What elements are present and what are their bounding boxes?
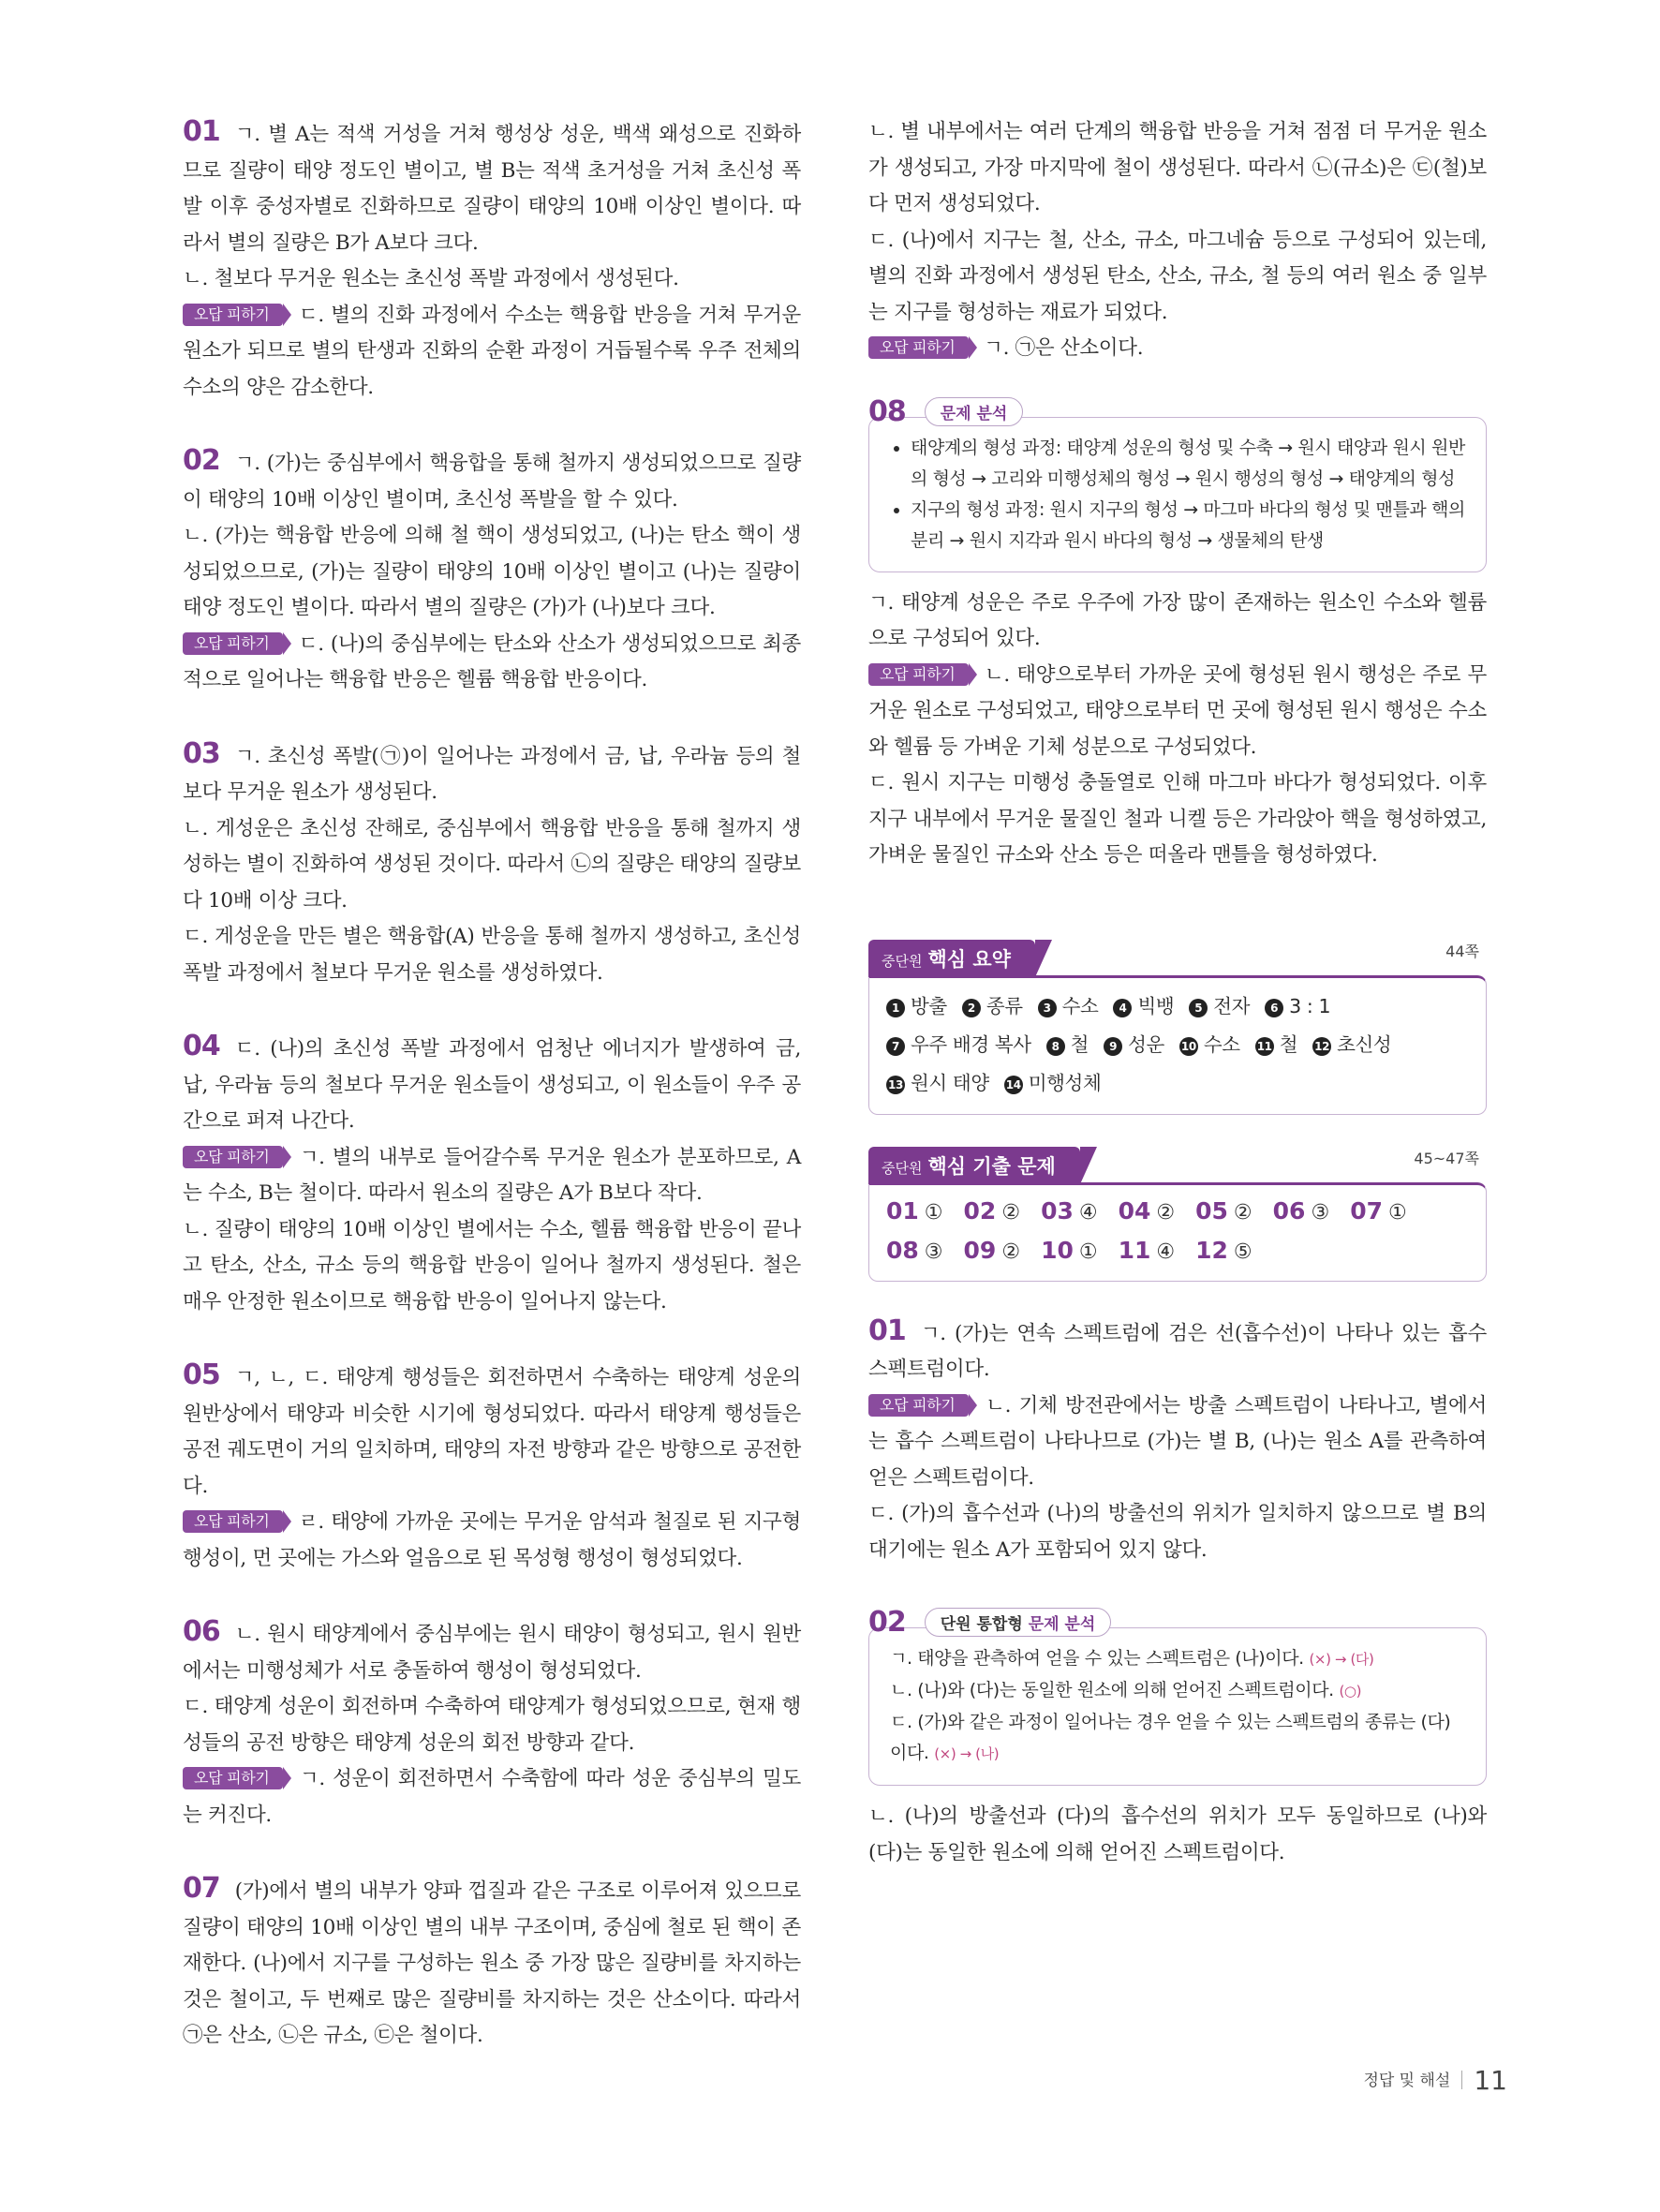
answer-key-item bbox=[886, 1193, 943, 1232]
answer-key-choice: ⑤ bbox=[1233, 1240, 1252, 1264]
answer-key-question: 10 bbox=[1041, 1236, 1074, 1264]
wrong-answer-badge: 오답 피하기 bbox=[868, 1394, 969, 1417]
summary-item-number: 13 bbox=[886, 1076, 905, 1094]
question-number: 01 bbox=[868, 1314, 906, 1347]
answer-02-p3: 오답 피하기 ㄷ. (나)의 중심부에는 탄소와 산소가 생성되었으므로 최종적으로 일어나는 핵융합 반응은 헬륨 핵융합 반응이다. bbox=[183, 631, 801, 691]
answer-key-item bbox=[1041, 1193, 1098, 1232]
wrong-answer-badge: 오답 피하기 bbox=[183, 1767, 283, 1789]
answer-01-p3: 오답 피하기 ㄷ. 별의 진화 과정에서 수소는 핵융합 반응을 거쳐 무거운 원소가 되므로 별의 탄생과 진화의 순환 과정이 거듭될수록 우주 전체의 수소의 양은 감소한다. bbox=[183, 303, 801, 399]
core-past-exam-tab: 중단원 핵심 기출 문제 bbox=[868, 1147, 1080, 1184]
answer-07-p3: ㄷ. (나)에서 지구는 철, 산소, 규소, 마그네슘 등으로 구성되어 있는데, 별의 진화 과정에서 생성된 탄소, 산소, 규소, 철 등의 여러 원소 중 일부는 지구를 형성하는 재료가 되었다. bbox=[868, 228, 1487, 324]
question-number: 01 bbox=[183, 115, 220, 148]
wrong-answer-badge: 오답 피하기 bbox=[183, 1146, 283, 1168]
answer-01-p2: ㄴ. 철보다 무거운 원소는 초신성 폭발 과정에서 생성된다. bbox=[183, 267, 679, 290]
answer-05-p1: 05 ㄱ, ㄴ, ㄷ. 태양계 행성들은 회전하면서 수축하는 태양계 성운의 원반상에서 태양과 비슷한 시기에 형성되었다. 따라서 태양계 행성들은 공전 궤도면이 거의 일치하며, 태양의 자전 방향과 같은 방향으로 공전한다. bbox=[183, 1358, 801, 1498]
summary-item-number: 1 bbox=[886, 999, 905, 1017]
answer-01 bbox=[183, 114, 801, 406]
question-number: 06 bbox=[183, 1615, 220, 1648]
summary-item-text: 종류 bbox=[986, 994, 1023, 1017]
correction-mark: (×) → (나) bbox=[934, 1745, 1000, 1762]
question-number: 08 bbox=[868, 394, 906, 428]
answer-key-choice: ② bbox=[1001, 1200, 1021, 1225]
answer-06-p3: 오답 피하기 ㄱ. 성운이 회전하면서 수축함에 따라 성운 중심부의 밀도는 커진다. bbox=[183, 1767, 801, 1827]
answer-05-p2: 오답 피하기 ㄹ. 태양에 가까운 곳에는 무거운 암석과 철질로 된 지구형 행성이, 먼 곳에는 가스와 얼음으로 된 목성형 행성이 형성되었다. bbox=[183, 1510, 801, 1570]
answer-04 bbox=[183, 1029, 801, 1320]
summary-item-text: 미행성체 bbox=[1028, 1071, 1102, 1094]
page-footer bbox=[1363, 2065, 1507, 2096]
answer-key-item bbox=[1195, 1232, 1252, 1271]
answer-04-p1: 04 ㄷ. (나)의 초신성 폭발 과정에서 엄청난 에너지가 발생하여 금, 납, 우라늄 등의 철보다 무거운 원소들이 생성되고, 이 원소들이 우주 공간으로 퍼져 나간다. bbox=[183, 1030, 801, 1133]
summary-item-number: 8 bbox=[1046, 1037, 1065, 1056]
summary-item-text: 철 bbox=[1070, 1032, 1089, 1056]
right-column bbox=[868, 114, 1487, 1908]
correction-mark: (○) bbox=[1339, 1683, 1362, 1700]
answer-key-box bbox=[868, 1182, 1487, 1282]
summary-item-number: 3 bbox=[1038, 999, 1057, 1017]
answer-07-continued bbox=[868, 114, 1487, 367]
summary-item-number: 7 bbox=[886, 1037, 905, 1056]
summary-item bbox=[1104, 1026, 1164, 1064]
problem-analysis-pill: 문제 분석 bbox=[925, 397, 1024, 426]
answer-key-item bbox=[1273, 1193, 1330, 1232]
core-summary-box bbox=[868, 975, 1487, 1115]
answer-03-p3: ㄷ. 게성운을 만든 별은 핵융합(A) 반응을 통해 철까지 생성하고, 초신성 폭발 과정에서 철보다 무거운 원소를 생성하였다. bbox=[183, 925, 801, 985]
summary-item bbox=[886, 987, 947, 1026]
wrong-answer-badge: 오답 피하기 bbox=[868, 663, 969, 686]
answer-03 bbox=[183, 736, 801, 992]
answer-02-p1: 02 ㄱ. (가)는 중심부에서 핵융합을 통해 철까지 생성되었으므로 질량이 태양의 10배 이상인 별이며, 초신성 폭발을 할 수 있다. bbox=[183, 444, 801, 512]
summary-item bbox=[1312, 1026, 1391, 1064]
answer-05 bbox=[183, 1358, 801, 1577]
answer-key-choice: ② bbox=[1001, 1240, 1021, 1264]
answer-04-p3: ㄴ. 질량이 태양의 10배 이상인 별에서는 수소, 헬륨 핵융합 반응이 끝나고 탄소, 산소, 규소 등의 핵융합 반응이 일어나 철까지 생성된다. 철은 매우 안정한 원소이므로 핵융합 반응이 일어나지 않는다. bbox=[183, 1217, 801, 1314]
question-number: 07 bbox=[183, 1872, 220, 1905]
answer-key-question: 07 bbox=[1350, 1196, 1383, 1225]
summary-item-text: 수소 bbox=[1061, 994, 1099, 1017]
summary-item bbox=[1189, 987, 1250, 1026]
answer-07-p1: 07 (가)에서 별의 내부가 양파 껍질과 같은 구조로 이루어져 있으므로 질량이 태양의 10배 이상인 별의 내부 구조이며, 중심에 철로 된 핵이 존재한다. (나)에서 지구를 구성하는 원소 중 가장 많은 질량비를 차지하는 것은 철이고, 두 번째로 많은 질량비를 차지하는 것은 산소이다. 따라서 ㉠은 산소, ㉡은 규소, ㉢은 철이다. bbox=[183, 1872, 801, 2047]
answer-key-question: 11 bbox=[1118, 1236, 1151, 1264]
summary-item-text: 성운 bbox=[1128, 1032, 1164, 1056]
summary-item-number: 11 bbox=[1255, 1037, 1274, 1056]
answer-04-p2: 오답 피하기 ㄱ. 별의 내부로 들어갈수록 무거운 원소가 분포하므로, A는 수소, B는 철이다. 따라서 원소의 질량은 A가 B보다 작다. bbox=[183, 1145, 801, 1205]
answer-key-item bbox=[886, 1232, 943, 1271]
integrated-analysis-box bbox=[868, 1627, 1487, 1786]
question-number: 02 bbox=[183, 444, 220, 477]
question-number: 03 bbox=[183, 736, 220, 770]
answer-06 bbox=[183, 1614, 801, 1833]
summary-item bbox=[886, 1064, 989, 1103]
answer-key-choice: ① bbox=[1387, 1200, 1407, 1225]
answer-key-choice: ④ bbox=[1156, 1240, 1176, 1264]
past-answer-01 bbox=[868, 1314, 1487, 1569]
summary-item-text: 초신성 bbox=[1337, 1032, 1392, 1056]
answer-03-p2: ㄴ. 게성운은 초신성 잔해로, 중심부에서 핵융합 반응을 통해 철까지 생성하는 별이 진화하여 생성된 것이다. 따라서 ㉡의 질량은 태양의 질량보다 10배 이상 크다. bbox=[183, 816, 801, 913]
core-past-exam-page-ref: 45~47쪽 bbox=[1414, 1149, 1479, 1167]
summary-item bbox=[962, 987, 1023, 1026]
footer-divider bbox=[1461, 2071, 1462, 2089]
analysis-bullet: • 지구의 형성 과정: 원시 지구의 형성 → 마그마 바다의 형성 및 맨틀과 핵의 분리 → 원시 지각과 원시 바다의 형성 → 생물체의 탄생 bbox=[911, 495, 1465, 557]
core-summary-tab: 중단원 핵심 요약 bbox=[868, 940, 1035, 977]
answer-key-choice: ① bbox=[1078, 1240, 1098, 1264]
analysis-line: ㄷ. (가)와 같은 과정이 일어나는 경우 얻을 수 있는 스펙트럼의 종류는 (다)이다. (×) → (나) bbox=[890, 1712, 1451, 1763]
summary-item-number: 9 bbox=[1104, 1037, 1122, 1056]
answer-07-p4: 오답 피하기 ㄱ. ㉠은 산소이다. bbox=[868, 331, 1487, 367]
summary-item-number: 4 bbox=[1113, 999, 1132, 1017]
past-answer-02 bbox=[868, 1606, 1487, 1871]
summary-item-text: 수소 bbox=[1203, 1032, 1240, 1056]
core-summary-page-ref: 44쪽 bbox=[1445, 942, 1479, 960]
answer-key-item bbox=[1041, 1232, 1098, 1271]
summary-item bbox=[1038, 987, 1099, 1026]
summary-item bbox=[1004, 1064, 1102, 1103]
summary-item bbox=[1255, 1026, 1297, 1064]
analysis-line: ㄱ. 태양을 관측하여 얻을 수 있는 스펙트럼은 (나)이다. (×) → (다) bbox=[890, 1648, 1374, 1669]
answer-key-choice: ③ bbox=[1311, 1200, 1330, 1225]
summary-item-text: 우주 배경 복사 bbox=[911, 1032, 1031, 1056]
summary-item-number: 5 bbox=[1189, 999, 1208, 1017]
summary-item-text: 3 : 1 bbox=[1289, 994, 1331, 1017]
answer-key-question: 08 bbox=[886, 1236, 919, 1264]
summary-item-text: 원시 태양 bbox=[911, 1071, 989, 1094]
core-summary-section bbox=[868, 940, 1487, 1115]
summary-item-number: 2 bbox=[962, 999, 981, 1017]
answer-key-question: 12 bbox=[1195, 1236, 1228, 1264]
summary-item bbox=[1113, 987, 1174, 1026]
answer-06-p2: ㄷ. 태양계 성운이 회전하며 수축하여 태양계가 형성되었으므로, 현재 행성들의 공전 방향은 태양계 성운의 회전 방향과 같다. bbox=[183, 1695, 801, 1755]
summary-item-text: 빅뱅 bbox=[1137, 994, 1175, 1017]
wrong-answer-badge: 오답 피하기 bbox=[183, 304, 283, 326]
answer-08-p1: ㄱ. 태양계 성운은 주로 우주에 가장 많이 존재하는 원소인 수소와 헬륨으로 구성되어 있다. bbox=[868, 590, 1487, 650]
answer-key-question: 04 bbox=[1118, 1196, 1151, 1225]
past-answer-01-p3: ㄷ. (가)의 흡수선과 (나)의 방출선의 위치가 일치하지 않으므로 별 B의 대기에는 원소 A가 포함되어 있지 않다. bbox=[868, 1502, 1487, 1562]
answer-key-item bbox=[1350, 1193, 1407, 1232]
wrong-answer-badge: 오답 피하기 bbox=[183, 1510, 283, 1533]
answer-key-question: 05 bbox=[1195, 1196, 1228, 1225]
footer-label: 정답 및 해설 bbox=[1363, 2071, 1451, 2090]
answer-key-question: 06 bbox=[1272, 1196, 1306, 1225]
answer-08 bbox=[868, 395, 1487, 874]
analysis-line: ㄴ. (나)와 (다)는 동일한 원소에 의해 얻어진 스펙트럼이다. (○) bbox=[890, 1680, 1362, 1700]
wrong-answer-badge: 오답 피하기 bbox=[868, 336, 969, 359]
answer-key-item bbox=[1119, 1232, 1176, 1271]
question-number: 05 bbox=[183, 1358, 220, 1391]
answer-key-item bbox=[1195, 1193, 1252, 1232]
problem-analysis-box bbox=[868, 417, 1487, 572]
summary-item bbox=[1179, 1026, 1240, 1064]
summary-item-text: 철 bbox=[1279, 1032, 1298, 1056]
answer-key-item bbox=[964, 1232, 1021, 1271]
wrong-answer-badge: 오답 피하기 bbox=[183, 632, 283, 655]
answer-key-item bbox=[1119, 1193, 1176, 1232]
summary-item-text: 방출 bbox=[911, 994, 947, 1017]
past-answer-02-p1: ㄴ. (나)의 방출선과 (다)의 흡수선의 위치가 모두 동일하므로 (나)와 (다)는 동일한 원소에 의해 얻어진 스펙트럼이다. bbox=[868, 1804, 1487, 1864]
answer-key-choice: ③ bbox=[924, 1240, 943, 1264]
past-answer-01-p2: 오답 피하기 ㄴ. 기체 방전관에서는 방출 스펙트럼이 나타나고, 별에서는 흡수 스펙트럼이 나타나므로 (가)는 별 B, (나)는 원소 A를 관측하여 얻은 스펙트럼이다. bbox=[868, 1393, 1487, 1490]
summary-item-text: 전자 bbox=[1213, 994, 1251, 1017]
summary-item-number: 12 bbox=[1312, 1037, 1331, 1056]
left-column bbox=[183, 114, 801, 2092]
answer-06-p1: 06 ㄴ. 원시 태양계에서 중심부에는 원시 태양이 형성되고, 원시 원반에서는 미행성체가 서로 충돌하여 행성이 형성되었다. bbox=[183, 1615, 801, 1683]
analysis-bullet: • 태양계의 형성 과정: 태양계 성운의 형성 및 수축 → 원시 태양과 원시 원반의 형성 → 고리와 미행성체의 형성 → 원시 행성의 형성 → 태양계의 형성 bbox=[911, 433, 1465, 495]
answer-02 bbox=[183, 443, 801, 699]
summary-item bbox=[886, 1026, 1031, 1064]
answer-key-question: 09 bbox=[963, 1236, 997, 1264]
summary-item-number: 14 bbox=[1004, 1076, 1023, 1094]
answer-08-p3: ㄷ. 원시 지구는 미행성 충돌열로 인해 마그마 바다가 형성되었다. 이후 지구 내부에서 무거운 물질인 철과 니켈 등은 가라앉아 핵을 형성하였고, 가벼운 물질인 규소와 산소 등은 떠올라 맨틀을 형성하였다. bbox=[868, 771, 1487, 867]
answer-07 bbox=[183, 1871, 801, 2055]
summary-item bbox=[1046, 1026, 1089, 1064]
integrated-analysis-pill: 단원 통합형 문제 분석 bbox=[925, 1608, 1112, 1637]
answer-key-choice: ② bbox=[1156, 1200, 1176, 1225]
past-answer-01-p1: 01 ㄱ. (가)는 연속 스펙트럼에 검은 선(흡수선)이 나타나 있는 흡수 스펙트럼이다. bbox=[868, 1314, 1487, 1381]
answer-key-choice: ① bbox=[924, 1200, 943, 1225]
answer-08-p2: 오답 피하기 ㄴ. 태양으로부터 가까운 곳에 형성된 원시 행성은 주로 무거운 원소로 구성되었고, 태양으로부터 먼 곳에 형성된 원시 행성은 수소와 헬륨 등 가벼운 기체 성분으로 구성되었다. bbox=[868, 662, 1487, 759]
answer-07-p2: ㄴ. 별 내부에서는 여러 단계의 핵융합 반응을 거쳐 점점 더 무거운 원소가 생성되고, 가장 마지막에 철이 생성된다. 따라서 ㉡(규소)은 ㉢(철)보다 먼저 생성되었다. bbox=[868, 120, 1487, 215]
summary-item-number: 6 bbox=[1265, 999, 1283, 1017]
question-number: 04 bbox=[183, 1030, 220, 1062]
answer-key-item bbox=[964, 1193, 1021, 1232]
answer-key-choice: ④ bbox=[1078, 1200, 1098, 1225]
answer-03-p1: 03 ㄱ. 초신성 폭발(㉠)이 일어나는 과정에서 금, 납, 우라늄 등의 철보다 무거운 원소가 생성된다. bbox=[183, 736, 801, 804]
correction-mark: (×) → (다) bbox=[1309, 1651, 1374, 1668]
answer-key-question: 03 bbox=[1041, 1196, 1074, 1225]
answer-01-p1: 01 ㄱ. 별 A는 적색 거성을 거쳐 행성상 성운, 백색 왜성으로 진화하므로 질량이 태양 정도인 별이고, 별 B는 적색 초거성을 거쳐 초신성 폭발 이후 중성자별로 진화하므로 질량이 태양의 10배 이상인 별이다. 따라서 별의 질량은 B가 A보다 크다. bbox=[183, 115, 801, 255]
answer-key-question: 01 bbox=[886, 1196, 919, 1225]
page-number: 11 bbox=[1474, 2065, 1507, 2096]
core-past-exam-section bbox=[868, 1147, 1487, 1282]
answer-key-choice: ② bbox=[1233, 1200, 1252, 1225]
answer-key-question: 02 bbox=[963, 1196, 997, 1225]
question-number: 02 bbox=[868, 1606, 906, 1639]
summary-item bbox=[1265, 987, 1330, 1026]
summary-item-number: 10 bbox=[1179, 1037, 1198, 1056]
answer-02-p2: ㄴ. (가)는 핵융합 반응에 의해 철 핵이 생성되었고, (나)는 탄소 핵이 생성되었으므로, (가)는 질량이 태양의 10배 이상인 별이고 (나)는 질량이 태양 정도인 별이다. 따라서 별의 질량은 (가)가 (나)보다 크다. bbox=[183, 524, 801, 619]
